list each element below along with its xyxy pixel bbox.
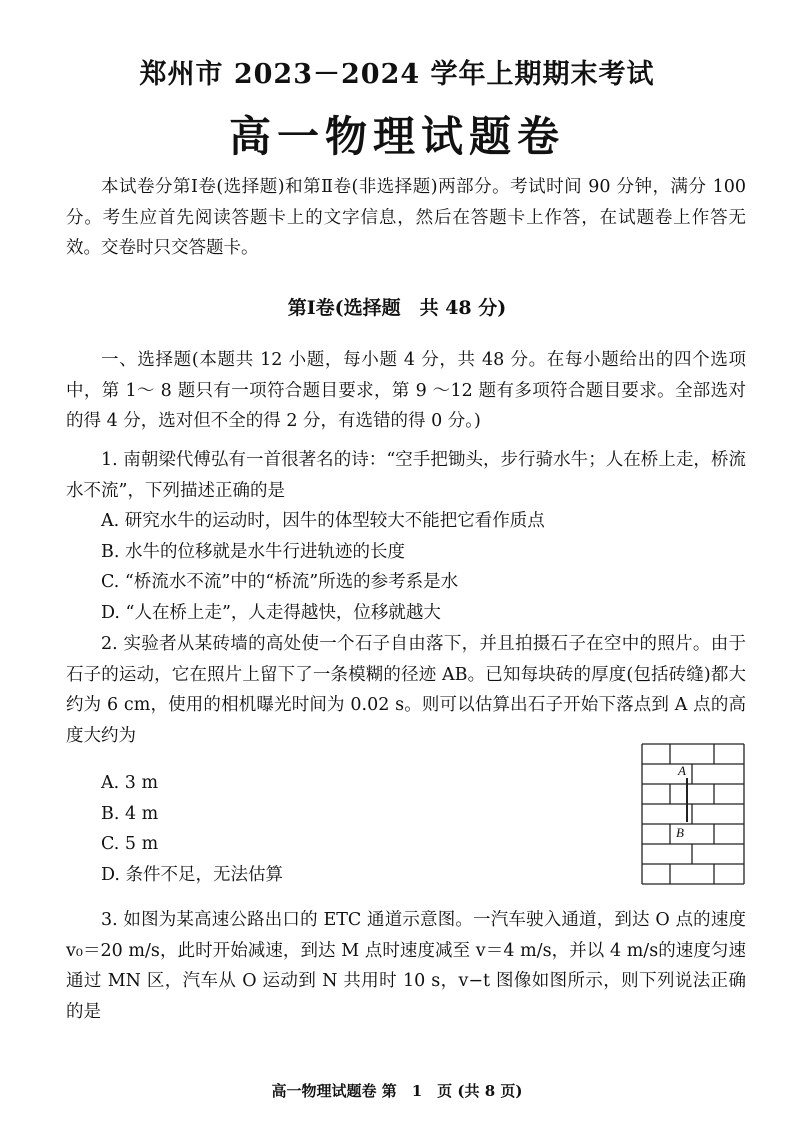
question-2-option-c: C. 5 m (101, 834, 159, 854)
intro-paragraph: 本试卷分第Ⅰ卷(选择题)和第Ⅱ卷(非选择题)两部分。考试时间 90 分钟，满分 100 分。考生应首先阅读答题卡上的文字信息，然后在答题卡上作答，在试题卷上作答无效。交卷时只交答题卡。 (66, 177, 746, 258)
question-3 (66, 905, 746, 1027)
question-2-option-d: D. 条件不足，无法估算 (101, 864, 284, 885)
paper-title: 高一物理试题卷 (228, 112, 565, 161)
question-1-option-d: D. “人在桥上走”，人走得越快，位移就越大 (101, 602, 441, 623)
figure-label-b: B (676, 825, 684, 840)
question-1-option-c: C. “桥流水不流”中的“桥流”所选的参考系是水 (101, 572, 459, 592)
question-2-stem: 2. 实验者从某砖墙的高处使一个石子自由落下，并且拍摄石子在空中的照片。由于石子的运动，它在照片上留下了一条模糊的径迹 AB。已知每块砖的厚度(包括砖缝)都大约为 6 cm，使用的相机曝光时间为 0.02 s。则可以估算出石子开始下落点到 A 点的高度大约为 (66, 634, 746, 746)
figure-label-a: A (678, 763, 686, 778)
section-title: 第Ⅰ卷(选择题 共 48 分) (287, 297, 507, 319)
part-instructions: 一、选择题(本题共 12 小题，每小题 4 分，共 48 分。在每小题给出的四个选项中，第 1～ 8 题只有一项符合题目要求，第 9 ～12 题有多项符合题目要求。全部选对的得 4 分，选对但不全的得 2 分，有选错的得 0 分。) (66, 350, 746, 431)
question-1 (66, 445, 746, 628)
question-2-option-b: B. 4 m (101, 803, 159, 824)
page-footer: 高一物理试题卷 第 1 页 (共 8 页) (271, 1082, 523, 1100)
exam-title: 郑州市 2023－2024 学年上期期末考试 (139, 59, 655, 90)
question-2 (66, 629, 746, 751)
question-3-stem: 3. 如图为某高速公路出口的 ETC 通道示意图。一汽车驶入通道，到达 O 点的速度 v₀＝20 m/s，此时开始减速，到达 M 点时速度减至 v＝4 m/s，并以 4 m/s的速度匀速通过 MN 区，汽车从 O 运动到 N 共用时 10 s，v−t 图像如图所示，则下列说法正确的是 (66, 910, 746, 1022)
question-2-options (66, 768, 486, 890)
question-1-option-b: B. 水牛的位移就是水牛行进轨迹的长度 (101, 541, 405, 562)
brick-wall-figure (640, 740, 746, 890)
question-2-option-a: A. 3 m (101, 773, 159, 793)
question-1-option-a: A. 研究水牛的运动时，因牛的体型较大不能把它看作质点 (101, 511, 545, 531)
question-1-stem: 1. 南朝梁代傅弘有一首很著名的诗：“空手把锄头，步行骑水牛；人在桥上走，桥流水不流”，下列描述正确的是 (66, 450, 746, 501)
